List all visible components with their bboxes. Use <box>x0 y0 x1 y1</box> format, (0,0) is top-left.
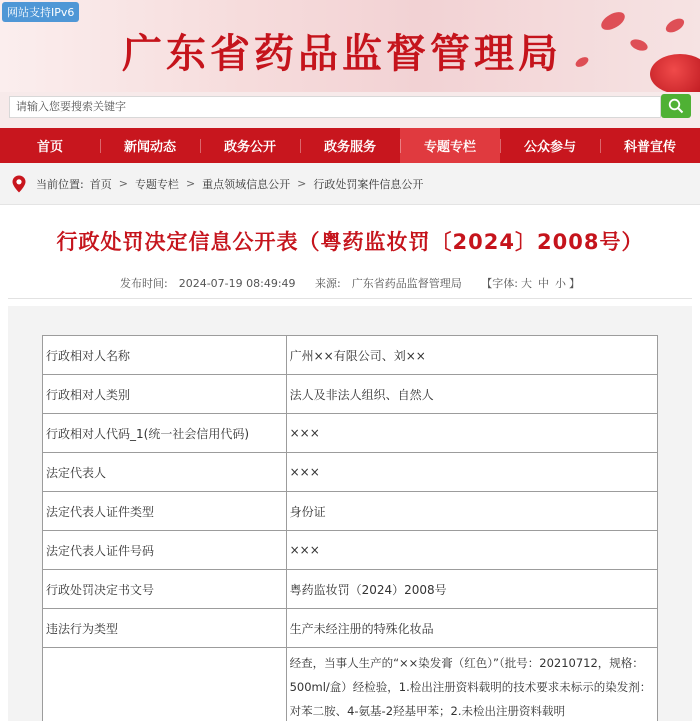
row-value: ××× <box>286 414 657 453</box>
petal-decoration <box>574 55 590 69</box>
nav-special-topics[interactable]: 专题专栏 <box>400 128 500 163</box>
petal-decoration <box>629 37 649 53</box>
location-pin-icon <box>12 175 26 193</box>
petal-decoration <box>598 8 628 33</box>
table-row <box>43 570 658 609</box>
petal-decoration <box>664 16 687 36</box>
row-key: 法定代表人证件号码 <box>43 531 287 570</box>
breadcrumb <box>0 163 700 205</box>
search-icon <box>668 98 684 114</box>
row-key: 行政相对人代码_1(统一社会信用代码) <box>43 414 287 453</box>
row-value: 身份证 <box>286 492 657 531</box>
table-row <box>43 414 658 453</box>
breadcrumb-label: 当前位置: <box>36 177 84 191</box>
row-value: ××× <box>286 453 657 492</box>
row-value: 经查，当事人生产的“××染发膏（红色）”（批号：20210712，规格：500ml/盒）经检验，1.检出注册资料载明的技术要求未标示的染发剂：对苯二胺、4-氨基-2羟基甲苯；2.未检出注册资料载明 <box>286 648 657 721</box>
main-nav <box>0 128 700 163</box>
row-value: 粤药监妆罚（2024）2008号 <box>286 570 657 609</box>
nav-news[interactable]: 新闻动态 <box>100 128 200 163</box>
search-input[interactable]: 请输入您要搜索关键字 <box>9 96 661 118</box>
row-value: ××× <box>286 531 657 570</box>
row-value: 法人及非法人组织、自然人 <box>286 375 657 414</box>
article-source: 来源: 广东省药品监督管理局 <box>315 277 462 290</box>
table-row <box>43 453 658 492</box>
row-key: 违法行为类型 <box>43 609 287 648</box>
row-key: 法定代表人证件类型 <box>43 492 287 531</box>
table-row <box>43 492 658 531</box>
breadcrumb-link-penalty-cases[interactable]: 行政处罚案件信息公开 <box>313 177 424 191</box>
table-row <box>43 609 658 648</box>
row-value: 广州××有限公司、刘×× <box>286 336 657 375</box>
breadcrumb-separator: > <box>185 177 196 190</box>
breadcrumb-separator: > <box>118 177 128 190</box>
nav-home[interactable]: 首页 <box>36 140 63 155</box>
table-row <box>43 375 658 414</box>
nav-gov-affairs[interactable]: 政务公开 <box>200 128 300 163</box>
publish-time: 发布时间: 2024-07-19 08:49:49 <box>120 277 296 290</box>
header-banner <box>0 0 700 92</box>
divider <box>8 298 692 299</box>
penalty-info-table <box>42 335 658 721</box>
font-size-label: 【字体: <box>481 277 518 290</box>
font-size-large[interactable]: 大 <box>520 277 532 290</box>
breadcrumb-link-home[interactable]: 首页 <box>89 177 112 191</box>
table-row <box>43 531 658 570</box>
article-meta <box>0 275 700 291</box>
search-button[interactable] <box>661 94 691 118</box>
site-title: 广东省药品监督管理局 <box>122 30 562 77</box>
row-value: 生产未经注册的特殊化妆品 <box>286 609 657 648</box>
nav-public-participation[interactable]: 公众参与 <box>500 128 600 163</box>
row-key: 行政相对人名称 <box>43 336 287 375</box>
breadcrumb-separator: > <box>297 177 307 190</box>
nav-science[interactable]: 科普宣传 <box>600 128 700 163</box>
breadcrumb-link-key-areas[interactable]: 重点领域信息公开 <box>202 177 291 191</box>
table-row <box>43 336 658 375</box>
row-key: 行政处罚决定书文号 <box>43 570 287 609</box>
flower-decoration <box>650 54 700 92</box>
font-size-medium[interactable]: 中 <box>537 277 549 290</box>
breadcrumb-link-special[interactable]: 专题专栏 <box>134 177 179 191</box>
font-size-close: 】 <box>568 277 580 290</box>
ipv6-badge[interactable]: 网站支持IPv6 <box>2 2 79 22</box>
row-key: 行政相对人类别 <box>43 375 287 414</box>
row-key: 法定代表人 <box>43 453 287 492</box>
article-title: 行政处罚决定信息公开表（粤药监妆罚〔2024〕2008号） <box>56 230 644 254</box>
table-row <box>43 648 658 721</box>
font-size-small[interactable]: 小 <box>554 277 566 290</box>
nav-gov-services[interactable]: 政务服务 <box>300 128 400 163</box>
row-key <box>43 648 287 721</box>
